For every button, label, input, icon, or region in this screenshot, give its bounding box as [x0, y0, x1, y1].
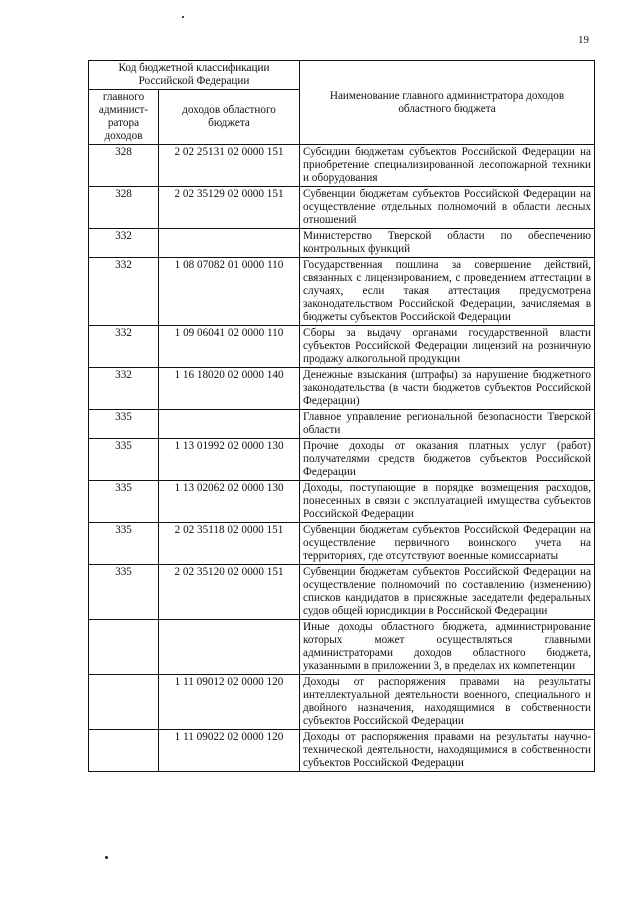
admin-cell — [89, 730, 159, 772]
name-cell: Прочие доходы от оказания платных услуг (работ) получателями средств бюджетов субъектов Российской Федерации — [300, 439, 595, 481]
code-cell: 1 11 09012 02 0000 120 — [159, 675, 300, 730]
name-cell: Главное управление региональной безопасности Тверской области — [300, 410, 595, 439]
code-cell: 1 13 01992 02 0000 130 — [159, 439, 300, 481]
table-row — [89, 145, 595, 187]
table-row — [89, 481, 595, 523]
table-row — [89, 229, 595, 258]
table-row — [89, 565, 595, 620]
name-cell: Иные доходы областного бюджета, администрирование которых может осуществляться главными администраторами доходов областного бюджета, указанными в приложении 3, в пределах их компетенции — [300, 620, 595, 675]
code-cell: 1 08 07082 01 0000 110 — [159, 258, 300, 326]
table-row — [89, 439, 595, 481]
scan-dot — [105, 856, 108, 859]
table-row — [89, 620, 595, 675]
code-cell: 1 16 18020 02 0000 140 — [159, 368, 300, 410]
admin-cell: 328 — [89, 187, 159, 229]
scan-mark — [182, 16, 184, 18]
table-header-row — [89, 61, 595, 90]
code-cell: 1 13 02062 02 0000 130 — [159, 481, 300, 523]
code-cell: 1 09 06041 02 0000 110 — [159, 326, 300, 368]
code-cell — [159, 410, 300, 439]
table-row — [89, 730, 595, 772]
name-cell: Доходы от распоряжения правами на результаты интеллектуальной деятельности военного, специального и двойного назначения, находящимися в собственности субъектов Российской Федерации — [300, 675, 595, 730]
name-cell: Субвенции бюджетам субъектов Российской Федерации на осуществление полномочий по составлению (изменению) списков кандидатов в присяжные заседатели федеральных судов общей юрисдикции в Российской Федерации — [300, 565, 595, 620]
admin-cell: 335 — [89, 439, 159, 481]
code-cell: 2 02 35120 02 0000 151 — [159, 565, 300, 620]
admin-cell: 328 — [89, 145, 159, 187]
table-row — [89, 187, 595, 229]
admin-cell: 335 — [89, 410, 159, 439]
name-cell: Субвенции бюджетам субъектов Российской Федерации на осуществление первичного воинского учета на территориях, где отсутствуют военные комиссариаты — [300, 523, 595, 565]
table-row — [89, 410, 595, 439]
header-classification-group: Код бюджетной классификации Российской Федерации — [89, 61, 300, 90]
admin-cell: 332 — [89, 229, 159, 258]
admin-cell — [89, 675, 159, 730]
admin-cell: 335 — [89, 481, 159, 523]
admin-cell: 335 — [89, 523, 159, 565]
code-cell: 2 02 35129 02 0000 151 — [159, 187, 300, 229]
admin-cell — [89, 620, 159, 675]
admin-cell: 332 — [89, 326, 159, 368]
admin-cell: 332 — [89, 258, 159, 326]
name-cell: Сборы за выдачу органами государственной власти субъектов Российской Федерации лицензий на розничную продажу алкогольной продукции — [300, 326, 595, 368]
name-cell: Доходы от распоряжения правами на результаты научно-технической деятельности, находящимися в собственности субъектов Российской Федерации — [300, 730, 595, 772]
code-cell: 2 02 25131 02 0000 151 — [159, 145, 300, 187]
code-cell — [159, 229, 300, 258]
name-cell: Субсидии бюджетам субъектов Российской Федерации на приобретение специализированной лесопожарной техники и оборудования — [300, 145, 595, 187]
header-name-column: Наименование главного администратора доходов областного бюджета — [300, 61, 595, 145]
table-row — [89, 326, 595, 368]
code-cell: 2 02 35118 02 0000 151 — [159, 523, 300, 565]
name-cell: Государственная пошлина за совершение действий, связанных с лицензированием, с проведением аттестации в случаях, если такая аттестация предусмотрена законодательством Российской Федерации, зачисляемая в бюджеты субъектов Российской Федерации — [300, 258, 595, 326]
name-cell: Денежные взыскания (штрафы) за нарушение бюджетного законодательства (в части бюджетов субъектов Российской Федерации) — [300, 368, 595, 410]
name-cell: Субвенции бюджетам субъектов Российской Федерации на осуществление отдельных полномочий в области лесных отношений — [300, 187, 595, 229]
code-cell — [159, 620, 300, 675]
admin-cell: 335 — [89, 565, 159, 620]
page-number: 19 — [578, 34, 589, 46]
table-row — [89, 675, 595, 730]
admin-cell: 332 — [89, 368, 159, 410]
budget-classification-table — [88, 60, 595, 772]
header-income-column: доходов областного бюджета — [159, 90, 300, 145]
name-cell: Министерство Тверской области по обеспечению контрольных функций — [300, 229, 595, 258]
table-row — [89, 523, 595, 565]
table-row — [89, 258, 595, 326]
code-cell: 1 11 09022 02 0000 120 — [159, 730, 300, 772]
header-admin-column: главного админист-ратора доходов — [89, 90, 159, 145]
table-row — [89, 368, 595, 410]
name-cell: Доходы, поступающие в порядке возмещения расходов, понесенных в связи с эксплуатацией имущества субъектов Российской Федерации — [300, 481, 595, 523]
